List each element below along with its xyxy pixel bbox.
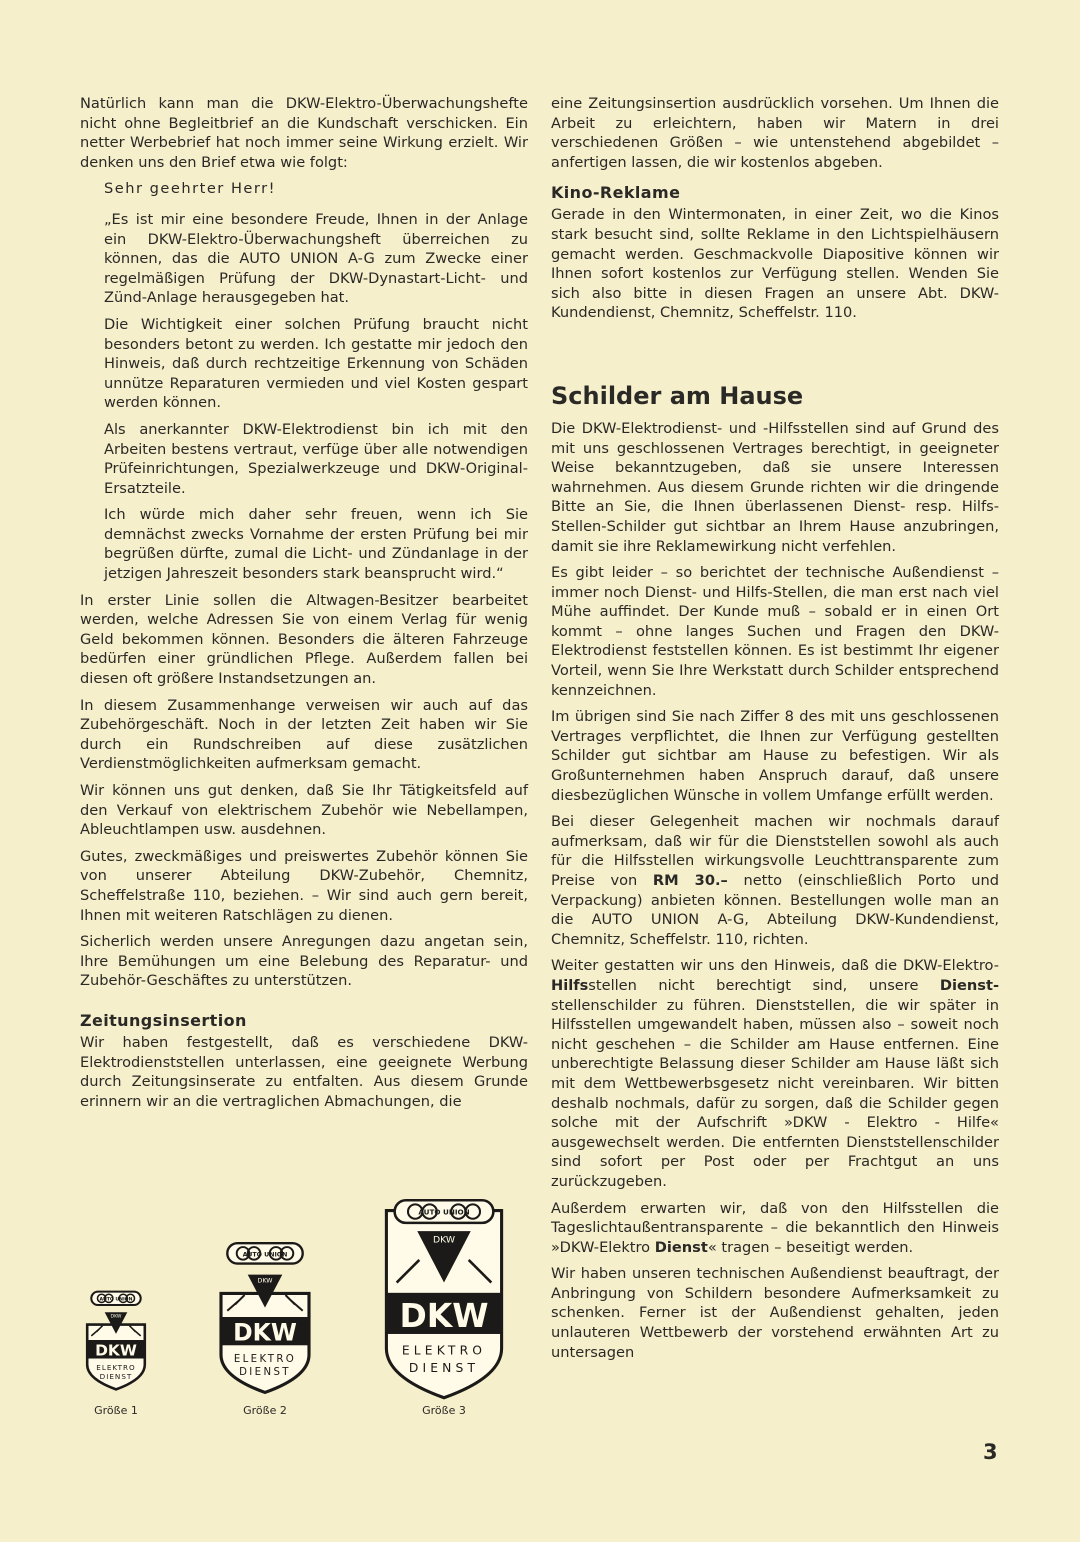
dkw-sign-icon xyxy=(80,1288,152,1392)
svg-text:DIENST: DIENST xyxy=(239,1367,291,1379)
svg-text:DIENST: DIENST xyxy=(408,1361,480,1376)
zeitungsinsertion-text: Wir haben festgestellt, daß es verschiedene DKW-Elektrodienststellen unterlassen, eine geeignete Werbung durch Zeitungsinserate zu entfalten. Aus diesem Grunde erinnern wir an die vertraglichen Abmachungen, die xyxy=(80,1033,528,1110)
svg-text:DKW: DKW xyxy=(95,1341,137,1360)
svg-text:DKW: DKW xyxy=(399,1295,489,1335)
price-emphasis: RM 30.– xyxy=(652,872,728,889)
text-run: « tragen – beseitigt werden. xyxy=(707,1238,914,1256)
body-paragraph: Wir haben unseren technischen Außendienst beauftragt, der Anbringung von Schildern besondere Aufmerksamkeit zu schenken. Ferner ist der Außendienst gehalten, jeden unlauteren Wettbewerb der vorstehend erwähnten Art zu untersagen xyxy=(551,1265,999,1361)
dkw-sign-size-2 xyxy=(210,1238,320,1396)
letter-paragraph: Als anerkannter DKW-Elektrodienst bin ich mit den Arbeiten bestens vertraut, verfüge über alle notwendigen Prüfeinrichtungen, Spezialwerkzeuge und DKW-Original-Ersatzteile. xyxy=(104,420,528,497)
body-paragraph xyxy=(551,812,999,949)
body-paragraph: Es gibt leider – so berichtet der technische Außendienst – immer noch Dienst- und Hilfs-Stellen, die man erst nach viel Mühe auffindet. Der Kunde muß – sobald er in einen Ort kommt – ohne langes Suchen und Fragen den DKW-Elektrodienst feststellen können. Es ist bestimmt Ihr eigener Vorteil, wenn Sie Ihre Werkstatt durch Schilder entsprechend kennzeichnen. xyxy=(551,564,999,699)
body-paragraph xyxy=(551,956,999,1191)
logo-sizes xyxy=(76,1196,536,1426)
body-paragraph: Gutes, zweckmäßiges und preiswertes Zubehör können Sie von unserer Abteilung DKW-Zubehör, Chemnitz, Scheffelstraße 110, beziehen. – Wir sind auch gern bereit, Ihnen mit weiteren Ratschlägen zu dienen. xyxy=(80,847,528,924)
dkw-sign-icon xyxy=(372,1196,516,1402)
size-label-3: Größe 3 xyxy=(422,1404,466,1417)
kino-reklame-text: Gerade in den Wintermonaten, in einer Zeit, wo die Kinos stark besucht sind, sollte Reklame in den Lichtspielhäusern gemacht werden. Geschmackvolle Diapositive können wir Ihnen sofort kostenlos zur Verfügung stellen. Wenden Sie sich also bitte in diesen Fragen an unsere Abt. DKW-Kundendienst, Chemnitz, Scheffelstr. 110. xyxy=(551,206,999,322)
body-paragraph xyxy=(551,1199,999,1258)
size-label-1: Größe 1 xyxy=(94,1404,138,1417)
right-column xyxy=(551,94,999,1369)
kino-reklame-heading: Kino-Reklame xyxy=(551,183,681,203)
letter-salutation: Sehr geehrter Herr! xyxy=(104,180,276,198)
text-run: netto (einschließlich Porto und Verpackung) anbieten können. Bestellungen wolle man an die AUTO UNION A-G, Abteilung DKW-Kundendienst, Chemnitz, Scheffelstr. 110, richten. xyxy=(551,872,1000,948)
svg-text:ELEKTRO: ELEKTRO xyxy=(401,1343,487,1358)
body-paragraph: In diesem Zusammenhange verweisen wir auch auf das Zubehörgeschäft. Noch in der letzten Zeit haben wir Sie durch ein Rundschreiben auf diese zusätzlichen Verdienstmöglichkeiten aufmerksam gemacht. xyxy=(80,696,528,773)
letter-paragraph: Ich würde mich daher sehr freuen, wenn ich Sie demnächst zwecks Vornahme der ersten Prüfung bei mir begrüßen dürfte, zumal die Licht- und Zündanlage in der jetzigen Jahreszeit besonders stark beansprucht wird.“ xyxy=(104,506,528,583)
text-run: Weiter gestatten wir uns den Hinweis, daß die DKW-Elektro- xyxy=(551,957,999,975)
letter-paragraph: „Es ist mir eine besondere Freude, Ihnen in der Anlage ein DKW-Elektro-Überwachungsheft überreichen zu können, das die AUTO UNION A-G zum Zwecke einer regelmäßigen Prüfung der DKW-Dynastart-Licht- und Zünd-Anlage herausgegeben hat. xyxy=(104,210,528,307)
emphasis: Dienst- xyxy=(939,976,999,994)
zeitungsinsertion-continued: eine Zeitungsinsertion ausdrücklich vorsehen. Um Ihnen die Arbeit zu erleichtern, haben wir Matern in drei verschiedenen Größen – wie untenstehend abgebildet – anfertigen lassen, die wir kostenlos abgeben. xyxy=(551,95,999,171)
svg-text:DKW: DKW xyxy=(257,1277,273,1285)
dkw-sign-size-1 xyxy=(80,1288,152,1392)
body-paragraph: Im übrigen sind Sie nach Ziffer 8 des mit uns geschlossenen Vertrages verpflichtet, die Ihnen zur Verfügung gestellten Schilder gut sichtbar am Hause zu befestigen. Wir als Großunternehmen haben Anspruch darauf, daß unsere diesbezüglichen Wünsche in vollem Umfange erfüllt werden. xyxy=(551,708,999,804)
svg-text:DKW: DKW xyxy=(432,1234,456,1246)
text-run: Bei dieser Gelegenheit machen wir nochmals darauf aufmerksam, daß wir für die Dienststellen sowohl als auch für die Hilfsstellen wirkungsvolle Leuchttransparente zum Preise von xyxy=(551,813,999,889)
svg-text:AUTO UNION: AUTO UNION xyxy=(99,1297,133,1303)
intro-paragraph: Natürlich kann man die DKW-Elektro-Überwachungshefte nicht ohne Begleitbrief an die Kundschaft verschicken. Ein netter Werbebrief hat noch immer seine Wirkung erzielt. Wir denken uns den Brief etwa wie folgt: xyxy=(80,95,528,171)
body-paragraph: In erster Linie sollen die Altwagen-Besitzer bearbeitet werden, welche Adressen Sie von einem Verlag für wenig Geld bekommen können. Besonders die älteren Fahrzeuge bedürfen einer gründlichen Pflege. Außerdem fallen bei diesen oft größere Instandsetzungen an. xyxy=(80,591,528,688)
svg-text:ELEKTRO: ELEKTRO xyxy=(96,1362,136,1372)
emphasis: Dienst xyxy=(654,1238,708,1256)
dkw-sign-icon xyxy=(210,1238,320,1396)
size-label-2: Größe 2 xyxy=(243,1404,287,1417)
letter-paragraph: Die Wichtigkeit einer solchen Prüfung braucht nicht besonders betont zu werden. Ich gestatte mir jedoch den Hinweis, daß durch rechtzeitige Erkennung von Schäden unnütze Reparaturen vermieden und viel Kosten gespart werden können. xyxy=(104,315,528,412)
text-run: stellen nicht berechtigt sind, unsere xyxy=(588,976,940,994)
svg-text:DKW: DKW xyxy=(110,1314,122,1320)
page-number: 3 xyxy=(983,1440,998,1464)
dkw-sign-size-3 xyxy=(372,1196,516,1402)
svg-text:AUTO UNION: AUTO UNION xyxy=(242,1251,288,1259)
body-paragraph: Sicherlich werden unsere Anregungen dazu angetan sein, Ihre Bemühungen um eine Belebung des Reparatur- und Zubehör-Geschäftes zu unterstützen. xyxy=(80,933,528,990)
left-column xyxy=(80,94,528,1118)
svg-text:DIENST: DIENST xyxy=(99,1372,133,1382)
text-run: Außerdem erwarten wir, daß von den Hilfsstellen die Tageslichtaußentransparente – die bekanntlich den Hinweis »DKW-Elektro xyxy=(551,1199,999,1256)
text-run: stellenschilder zu führen. Dienststellen, die wir später in Hilfsstellen umgewandelt haben, müssen also – soweit noch nicht geschehen – die Schilder am Hause entfernen. Eine unberechtigte Belassung dieser Schilder am Hause läßt sich mit dem Wettbewerbsgesetz nicht vereinbaren. Wir bitten deshalb nochmals, dafür zu sorgen, daß die Schilder gegen solche mit der Aufschrift »DKW - Elektro - Hilfe« ausgewechselt werden. Die entfernten Dienststellenschilder sind sofort per Post oder per Frachtgut an uns zurückzugeben. xyxy=(551,996,999,1190)
body-paragraph: Die DKW-Elektrodienst- und -Hilfsstellen sind auf Grund des mit uns geschlossenen Vertrages berechtigt, in geeigneter Weise bekanntzugeben, daß sie unsere Interessen wahrnehmen. Aus diesem Grunde richten wir die dringende Bitte an Sie, die Ihnen überlassenen Dienst- resp. Hilfs-Stellen-Schilder gut sichtbar an Ihrem Hause anzubringen, damit sie ihre Reklamewirkung nicht verfehlen. xyxy=(551,419,999,555)
body-paragraph: Wir können uns gut denken, daß Sie Ihr Tätigkeitsfeld auf den Verkauf von elektrischem Zubehör wie Nebellampen, Ableuchtlampen usw. ausdehnen. xyxy=(80,782,528,839)
schilder-heading: Schilder am Hause xyxy=(551,381,804,410)
sample-letter xyxy=(104,179,528,583)
svg-text:ELEKTRO: ELEKTRO xyxy=(233,1353,297,1365)
svg-text:DKW: DKW xyxy=(233,1318,297,1347)
svg-text:AUTO UNION: AUTO UNION xyxy=(418,1207,470,1217)
emphasis: Hilfs xyxy=(551,976,589,994)
zeitungsinsertion-heading: Zeitungsinsertion xyxy=(80,1010,247,1030)
